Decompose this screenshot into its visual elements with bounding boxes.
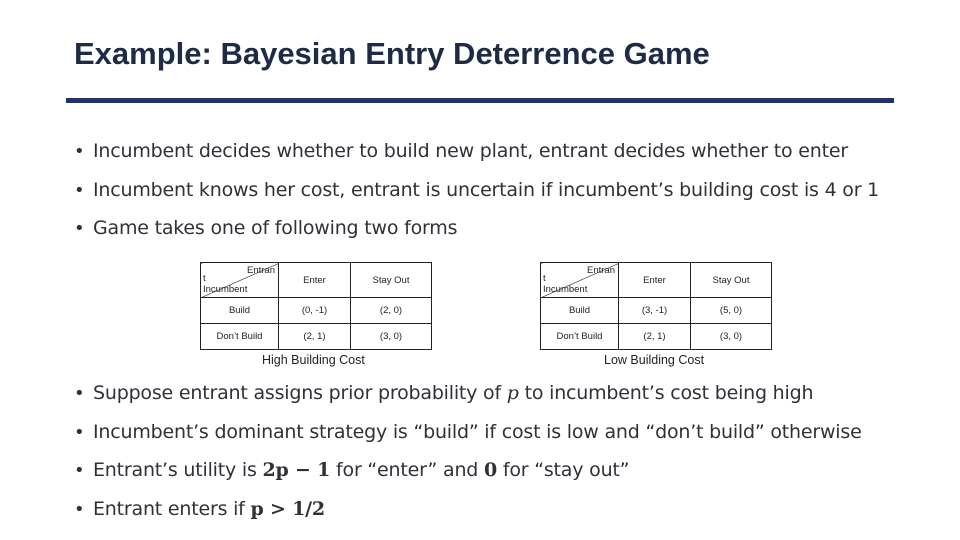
payoff-cell: (2, 1): [619, 324, 691, 350]
payoff-cell: (5, 0): [691, 298, 772, 324]
bullet-list-bottom: [74, 381, 862, 535]
table-row: [541, 324, 772, 350]
title-divider: [66, 98, 894, 103]
table-row: [201, 324, 432, 350]
bullet-dot: •: [74, 498, 85, 520]
payoff-cell: (3, 0): [691, 324, 772, 350]
payoff-table-high-cost: [200, 262, 432, 350]
row-label: Build: [201, 298, 279, 324]
math-expression: 2p − 1: [262, 459, 331, 481]
bullet-text: Entrant’s utility is: [93, 459, 263, 481]
bullet-list-top: [74, 139, 879, 255]
math-expression: p > 1/2: [250, 497, 325, 520]
bullet-dot: •: [74, 383, 85, 404]
bullet-text: for “enter” and: [330, 459, 484, 481]
column-header-stay-out: Stay Out: [351, 263, 432, 298]
bullet-item: [74, 381, 862, 420]
payoff-cell: (3, -1): [619, 298, 691, 324]
table-caption-low: Low Building Cost: [604, 353, 705, 367]
bullet-item: [74, 216, 879, 255]
slide-title: Example: Bayesian Entry Deterrence Game: [74, 36, 710, 71]
corner-row-player: t Incumbent: [543, 273, 588, 295]
table-caption-high: High Building Cost: [262, 353, 365, 367]
bullet-text: Incumbent’s dominant strategy is “build” if cost is low and “don’t build” otherwise: [93, 420, 862, 443]
payoff-table-low-cost: [540, 262, 772, 350]
table-corner: [201, 263, 279, 298]
corner-column-player: Entran: [587, 265, 615, 276]
row-label: Build: [541, 298, 619, 324]
row-label: Don’t Build: [201, 324, 279, 350]
bullet-text: for “stay out”: [497, 459, 630, 481]
bullet-dot: •: [74, 460, 85, 481]
payoff-cell: (3, 0): [351, 324, 432, 350]
math-expression: 0: [483, 459, 498, 481]
payoff-cell: (0, -1): [279, 298, 351, 324]
column-header-stay-out: Stay Out: [691, 263, 772, 298]
table-row: [201, 298, 432, 324]
bullet-dot: •: [74, 421, 85, 443]
column-header-enter: Enter: [279, 263, 351, 298]
column-header-enter: Enter: [619, 263, 691, 298]
bullet-dot: •: [74, 218, 85, 239]
math-variable: p: [506, 382, 519, 404]
bullet-dot: •: [74, 179, 85, 201]
bullet-text: Suppose entrant assigns prior probability of: [93, 382, 507, 404]
table-row: [541, 298, 772, 324]
bullet-text: Incumbent decides whether to build new plant, entrant decides whether to enter: [93, 140, 848, 162]
bullet-item: [74, 139, 879, 178]
bullet-dot: •: [74, 141, 85, 162]
bullet-text: Game takes one of following two forms: [93, 217, 458, 239]
bullet-item: [74, 497, 862, 536]
bullet-item: [74, 178, 879, 217]
bullet-item: [74, 458, 862, 497]
bullet-text: Entrant enters if: [93, 497, 251, 520]
bullet-item: [74, 420, 862, 459]
table-corner: [541, 263, 619, 298]
bullet-text: Incumbent knows her cost, entrant is uncertain if incumbent’s building cost is 4 or 1: [93, 178, 880, 201]
payoff-cell: (2, 0): [351, 298, 432, 324]
bullet-text: to incumbent’s cost being high: [518, 382, 814, 404]
corner-column-player: Entran: [247, 265, 275, 276]
corner-row-player: t Incumbent: [203, 273, 248, 295]
row-label: Don’t Build: [541, 324, 619, 350]
payoff-cell: (2, 1): [279, 324, 351, 350]
